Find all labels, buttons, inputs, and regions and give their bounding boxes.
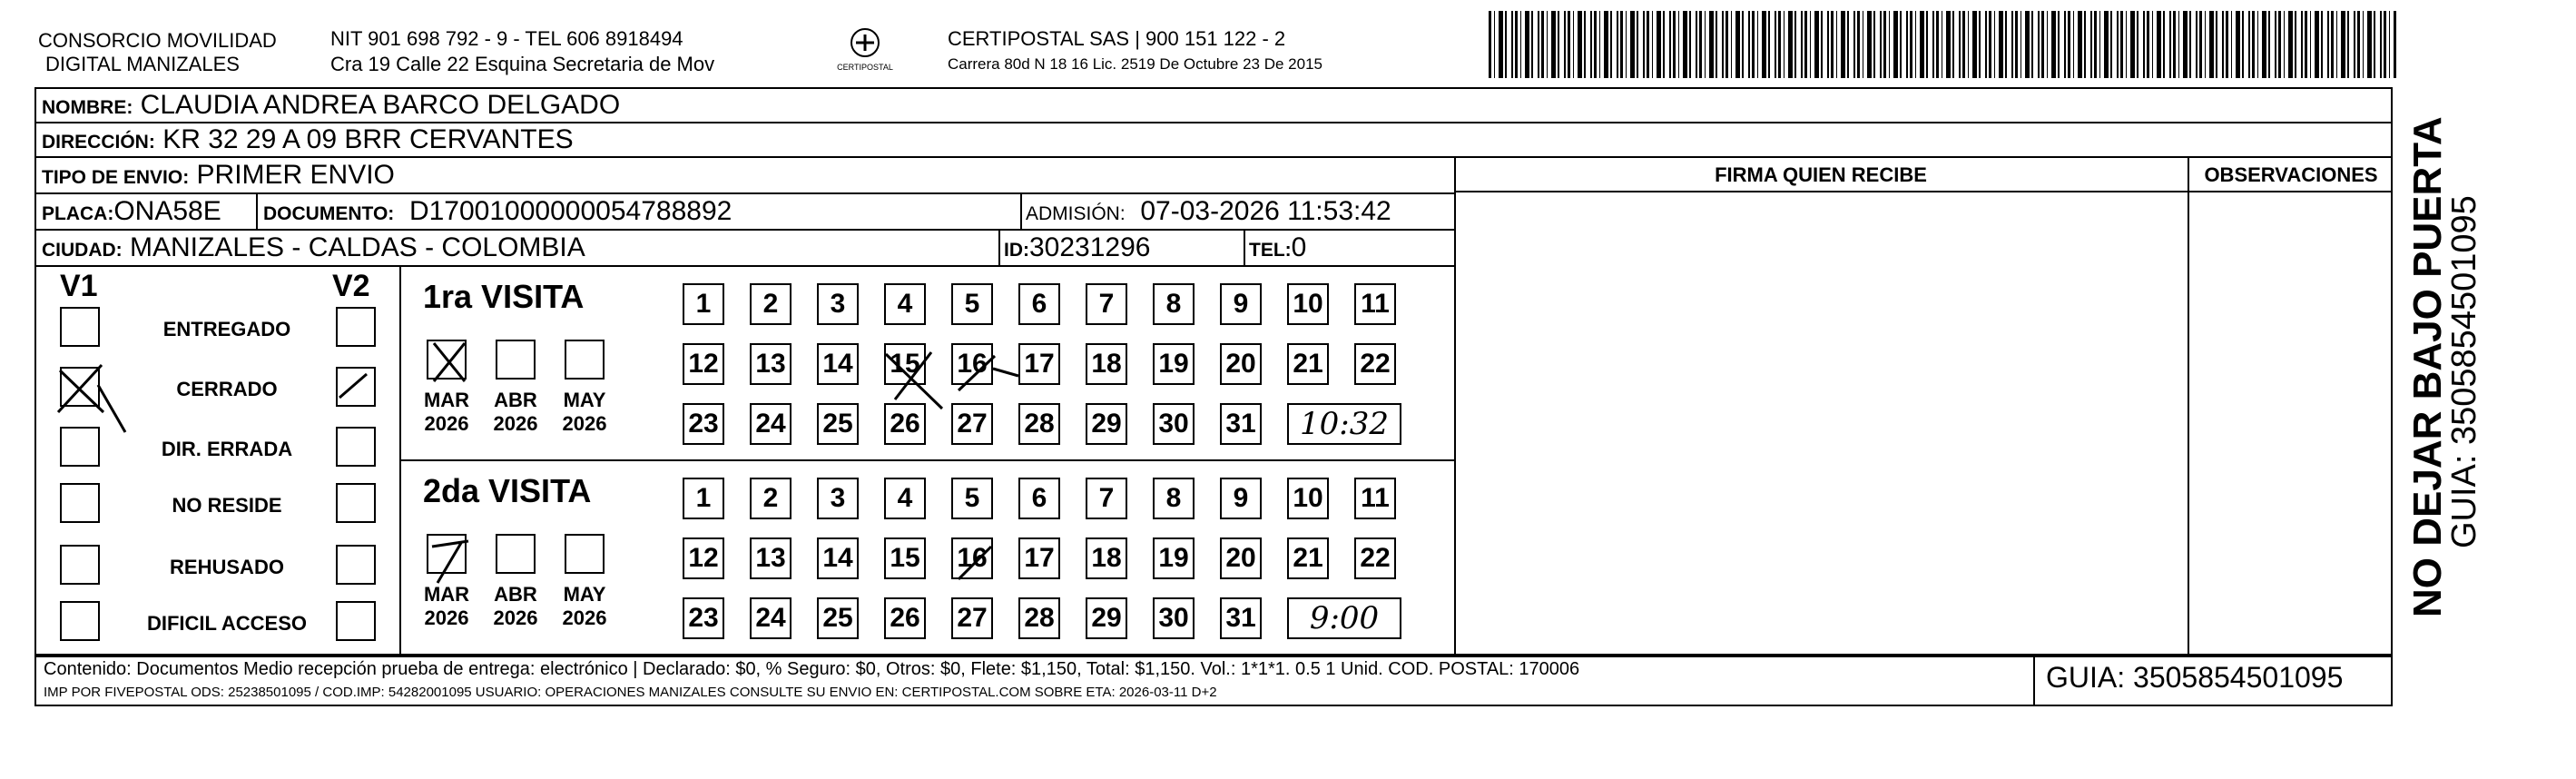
status-v1-checkbox[interactable] xyxy=(60,545,100,585)
day-checkbox[interactable]: 4 xyxy=(884,478,926,519)
cerrado-v1-check-mark xyxy=(34,345,134,436)
day-checkbox[interactable]: 20 xyxy=(1220,343,1262,385)
day-checkbox[interactable]: 18 xyxy=(1086,537,1127,579)
tipo-envio-value: PRIMER ENVIO xyxy=(196,160,395,190)
month-label: MAR xyxy=(423,583,470,606)
day-checkbox[interactable]: 10 xyxy=(1287,478,1329,519)
day-checkbox[interactable]: 11 xyxy=(1354,478,1396,519)
day-checkbox[interactable]: 15 xyxy=(884,537,926,579)
day-checkbox[interactable]: 2 xyxy=(750,283,791,325)
status-label: DIR. ERRADA xyxy=(161,438,293,460)
ciudad-value: MANIZALES - CALDAS - COLOMBIA xyxy=(130,232,585,262)
day-checkbox[interactable]: 12 xyxy=(683,537,724,579)
v1-label: V1 xyxy=(60,269,98,303)
status-label: ENTREGADO xyxy=(162,318,291,340)
day-checkbox[interactable]: 9 xyxy=(1220,478,1262,519)
day-checkbox[interactable]: 6 xyxy=(1018,478,1060,519)
company-address: Cra 19 Calle 22 Esquina Secretaria de Mov xyxy=(330,53,715,75)
admision-row: ADMISIÓN: 07-03-2026 11:53:42 xyxy=(1026,196,1391,226)
company-nit: NIT 901 698 792 - 9 - TEL 606 8918494 xyxy=(330,27,683,50)
day-checkbox[interactable]: 2 xyxy=(750,478,791,519)
day-checkbox[interactable]: 8 xyxy=(1153,478,1195,519)
day-checkbox[interactable]: 29 xyxy=(1086,597,1127,639)
day-checkbox[interactable]: 4 xyxy=(884,283,926,325)
day-checkbox[interactable]: 30 xyxy=(1153,403,1195,445)
day-checkbox[interactable]: 3 xyxy=(817,283,859,325)
footer-guia: GUIA: 3505854501095 xyxy=(2046,661,2344,694)
direccion-value: KR 32 29 A 09 BRR CERVANTES xyxy=(162,124,574,154)
company-name-line2: DIGITAL MANIZALES xyxy=(45,53,240,75)
status-v2-checkbox[interactable] xyxy=(336,483,376,523)
day-checkbox[interactable]: 5 xyxy=(951,283,993,325)
barcode xyxy=(1489,11,2396,78)
tel-value: 0 xyxy=(1291,232,1307,262)
day-checkbox[interactable]: 16 xyxy=(951,343,993,385)
day-checkbox[interactable]: 25 xyxy=(817,403,859,445)
status-label: NO RESIDE xyxy=(172,494,282,517)
direccion-row: DIRECCIÓN: KR 32 29 A 09 BRR CERVANTES xyxy=(42,124,574,154)
handwritten-time: 9:00 xyxy=(1309,600,1380,636)
day-checkbox[interactable]: 22 xyxy=(1354,537,1396,579)
side-guia: GUIA: 3505854501095 xyxy=(2445,195,2483,548)
nombre-value: CLAUDIA ANDREA BARCO DELGADO xyxy=(140,90,621,120)
day-checkbox[interactable]: 9 xyxy=(1220,283,1262,325)
status-label: DIFICIL ACCESO xyxy=(146,612,307,635)
v2-label: V2 xyxy=(332,269,370,303)
day-checkbox[interactable]: 14 xyxy=(817,537,859,579)
day-checkbox[interactable]: 13 xyxy=(750,537,791,579)
month-checkbox[interactable] xyxy=(496,340,536,380)
day-checkbox[interactable]: 12 xyxy=(683,343,724,385)
month-year-label: 2026 xyxy=(493,606,538,629)
tipo-envio-row: TIPO DE ENVIO: PRIMER ENVIO xyxy=(42,160,395,190)
footer-contents: Contenido: Documentos Medio recepción prueba de entrega: electrónico | Declarado: $0, % Seguro: $0, Otros: $0, Flete: $1,150, Total: $1,150. Vol.: 1*1*1. 0.5 1 Unid. COD. POSTAL: 170006 xyxy=(44,659,1580,679)
status-label: CERRADO xyxy=(176,378,278,400)
month-year-label: 2026 xyxy=(424,412,469,435)
observations-area[interactable] xyxy=(2189,192,2393,656)
visit-title: 1ra VISITA xyxy=(423,278,585,315)
day-checkbox[interactable]: 19 xyxy=(1153,343,1195,385)
day-checkbox[interactable]: 18 xyxy=(1086,343,1127,385)
observaciones-header: OBSERVACIONES xyxy=(2204,163,2378,186)
month-checkbox[interactable] xyxy=(565,340,605,380)
signature-area[interactable] xyxy=(1456,192,2188,656)
day-checkbox[interactable]: 19 xyxy=(1153,537,1195,579)
month-checkbox[interactable] xyxy=(496,534,536,574)
id-row: ID:30231296 xyxy=(1004,232,1151,262)
day-checkbox[interactable]: 14 xyxy=(817,343,859,385)
month-checkbox[interactable] xyxy=(565,534,605,574)
day-checkbox[interactable]: 17 xyxy=(1018,537,1060,579)
placa-value: ONA58E xyxy=(113,196,221,226)
day-checkbox[interactable]: 24 xyxy=(750,597,791,639)
placa-row: PLACA:ONA58E xyxy=(42,196,221,226)
day-16-visit2-mark xyxy=(949,536,1004,590)
day-16-visit1-mark xyxy=(949,345,1022,399)
day-checkbox[interactable]: 5 xyxy=(951,478,993,519)
day-checkbox[interactable]: 28 xyxy=(1018,403,1060,445)
day-checkbox[interactable]: 6 xyxy=(1018,283,1060,325)
day-checkbox[interactable]: 27 xyxy=(951,403,993,445)
day-checkbox[interactable]: 31 xyxy=(1220,403,1262,445)
mar-visit1-check-mark xyxy=(421,334,476,389)
id-value: 30231296 xyxy=(1029,232,1151,262)
nombre-row: NOMBRE: CLAUDIA ANDREA BARCO DELGADO xyxy=(42,90,621,120)
day-checkbox[interactable]: 23 xyxy=(683,597,724,639)
status-v2-checkbox[interactable] xyxy=(336,427,376,467)
month-label: ABR xyxy=(494,389,537,411)
side-warning: NO DEJAR BAJO PUERTA xyxy=(2405,116,2450,617)
time-box[interactable] xyxy=(1287,403,1401,445)
cerrado-v2-check-mark xyxy=(330,363,376,409)
day-checkbox[interactable]: 10 xyxy=(1287,283,1329,325)
admision-value: 07-03-2026 11:53:42 xyxy=(1140,196,1391,226)
day-checkbox[interactable]: 24 xyxy=(750,403,791,445)
day-checkbox[interactable]: 28 xyxy=(1018,597,1060,639)
status-v1-checkbox[interactable] xyxy=(60,483,100,523)
day-checkbox[interactable]: 26 xyxy=(884,403,926,445)
day-checkbox[interactable]: 26 xyxy=(884,597,926,639)
day-checkbox[interactable]: 1 xyxy=(683,283,724,325)
handwritten-time: 10:32 xyxy=(1300,406,1389,442)
month-label: MAR xyxy=(423,389,470,411)
footer-print-info: IMP POR FIVEPOSTAL ODS: 25238501095 / COD.IMP: 54282001095 USUARIO: OPERACIONES MANIZALES CONSULTE SU ENVIO EN: CERTIPOSTAL.COM SOBRE ETA: 2026-03-11 D+2 xyxy=(44,685,1217,700)
day-checkbox[interactable]: 3 xyxy=(817,478,859,519)
status-label: REHUSADO xyxy=(170,556,284,578)
day-checkbox[interactable]: 7 xyxy=(1086,478,1127,519)
documento-row: DOCUMENTO: D17001000000054788892 xyxy=(263,196,732,226)
month-label: ABR xyxy=(494,583,537,606)
visit-title: 2da VISITA xyxy=(423,472,592,509)
ciudad-row: CIUDAD: MANIZALES - CALDAS - COLOMBIA xyxy=(42,232,585,262)
day-checkbox[interactable]: 8 xyxy=(1153,283,1195,325)
tel-row: TEL:0 xyxy=(1249,232,1307,262)
status-v2-checkbox[interactable] xyxy=(336,601,376,641)
day-checkbox[interactable]: 25 xyxy=(817,597,859,639)
day-checkbox[interactable]: 21 xyxy=(1287,343,1329,385)
month-year-label: 2026 xyxy=(493,412,538,435)
day-checkbox[interactable]: 7 xyxy=(1086,283,1127,325)
carrier-license: Carrera 80d N 18 16 Lic. 2519 De Octubre 23 De 2015 xyxy=(948,55,1322,73)
day-checkbox[interactable]: 11 xyxy=(1354,283,1396,325)
month-label: MAY xyxy=(563,583,606,606)
status-v2-checkbox[interactable] xyxy=(336,307,376,347)
month-label: MAY xyxy=(563,389,606,411)
month-year-label: 2026 xyxy=(562,412,607,435)
status-v1-checkbox[interactable] xyxy=(60,601,100,641)
company-name-line1: CONSORCIO MOVILIDAD xyxy=(38,29,277,52)
day-checkbox[interactable]: 27 xyxy=(951,597,993,639)
time-box[interactable] xyxy=(1287,597,1401,639)
mar-visit2-check-mark xyxy=(421,536,476,590)
day-checkbox[interactable]: 20 xyxy=(1220,537,1262,579)
day-checkbox[interactable]: 23 xyxy=(683,403,724,445)
carrier-name: CERTIPOSTAL SAS | 900 151 122 - 2 xyxy=(948,27,1286,50)
day-checkbox[interactable]: 21 xyxy=(1287,537,1329,579)
day-checkbox[interactable]: 17 xyxy=(1018,343,1060,385)
day-checkbox[interactable]: 29 xyxy=(1086,403,1127,445)
month-year-label: 2026 xyxy=(424,606,469,629)
day-checkbox[interactable]: 15 xyxy=(884,343,926,385)
month-year-label: 2026 xyxy=(562,606,607,629)
certipostal-logo: CERTIPOSTAL xyxy=(833,27,897,72)
day-checkbox[interactable]: 1 xyxy=(683,478,724,519)
day-checkbox[interactable]: 31 xyxy=(1220,597,1262,639)
firma-header: FIRMA QUIEN RECIBE xyxy=(1715,163,1927,186)
day-checkbox[interactable]: 30 xyxy=(1153,597,1195,639)
day-checkbox[interactable]: 22 xyxy=(1354,343,1396,385)
day-checkbox[interactable]: 16 xyxy=(951,537,993,579)
status-v1-checkbox[interactable] xyxy=(60,307,100,347)
day-checkbox[interactable]: 13 xyxy=(750,343,791,385)
logo-icon xyxy=(847,27,883,58)
status-v2-checkbox[interactable] xyxy=(336,545,376,585)
documento-value: D17001000000054788892 xyxy=(408,196,732,226)
